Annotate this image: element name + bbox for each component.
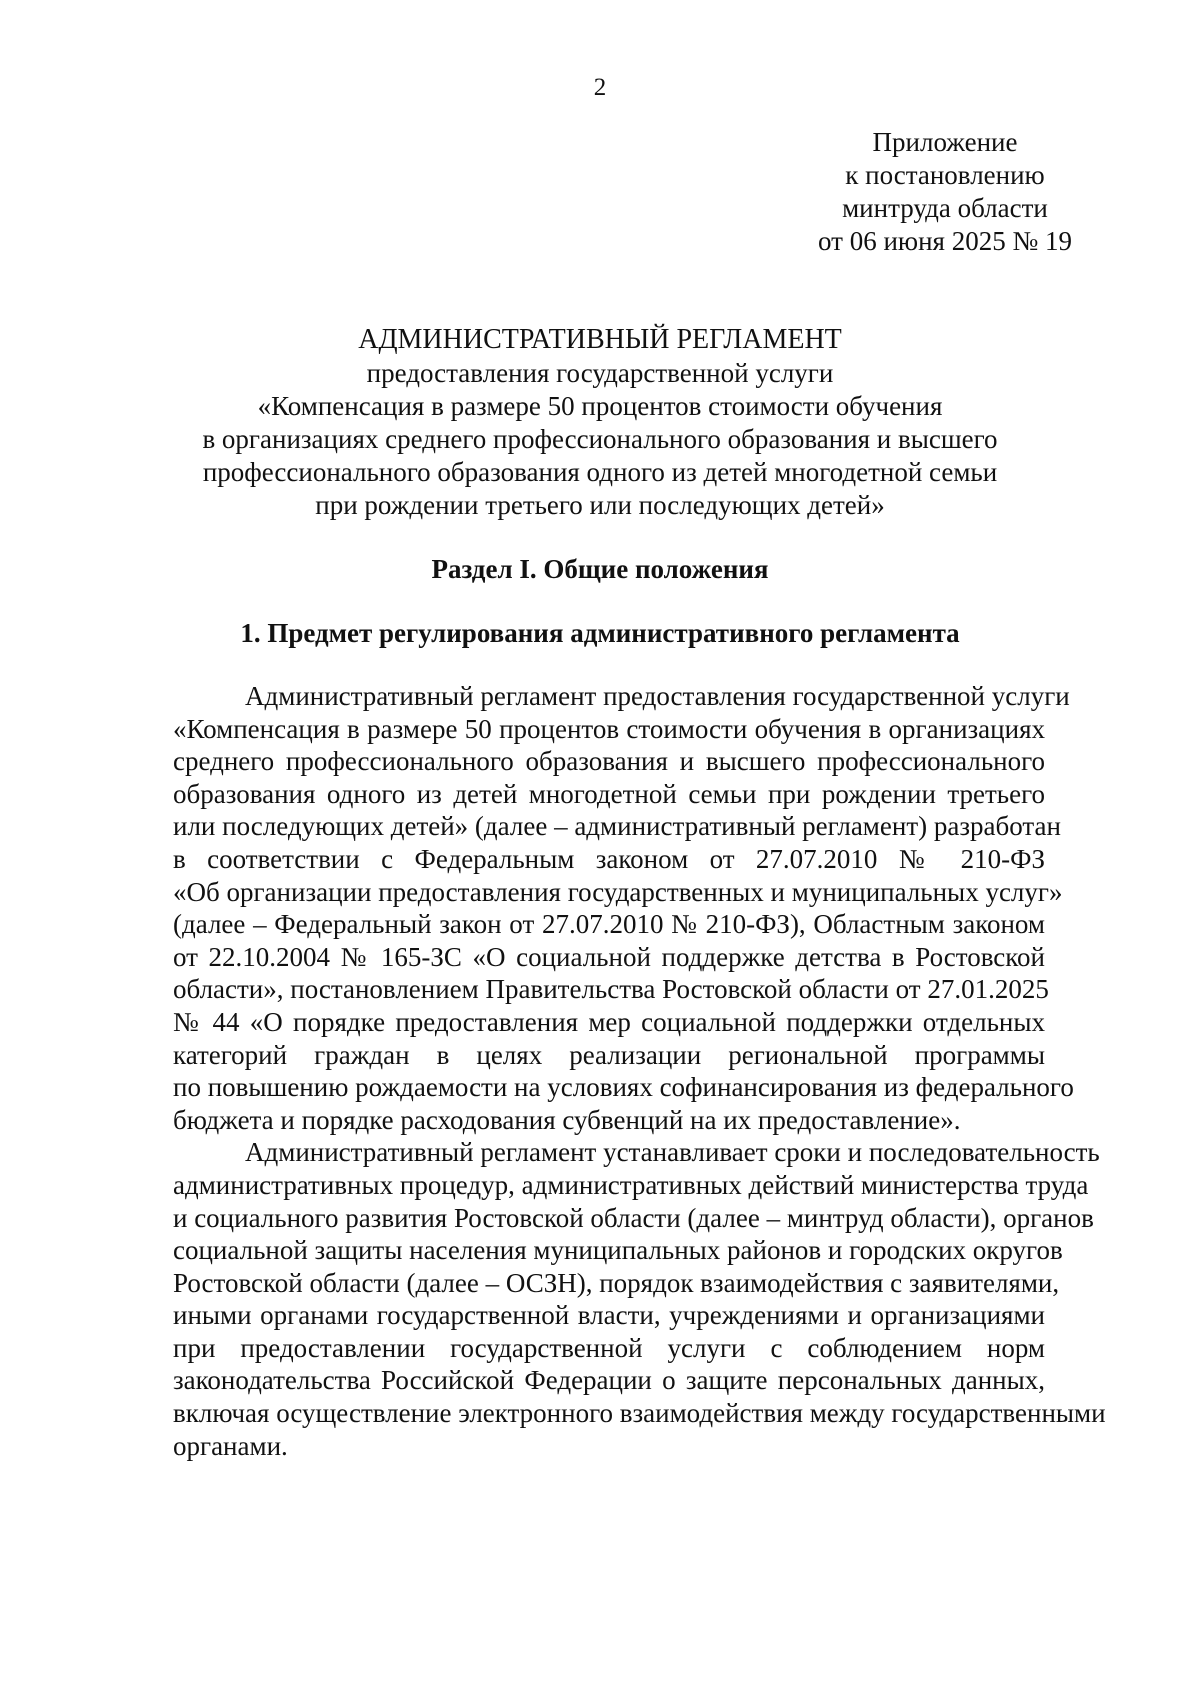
paragraph-line: органами.: [173, 1430, 288, 1461]
appendix-block: [780, 126, 1110, 258]
appendix-line: к постановлению: [845, 160, 1045, 190]
paragraph-line: № 44 «О порядке предоставления мер социальной поддержки отдельных: [173, 1006, 1045, 1037]
document-subtitle-line: предоставления государственной услуги: [366, 358, 834, 388]
paragraph-line: иными органами государственной власти, учреждениями и организациями: [173, 1300, 1045, 1331]
paragraph: [173, 680, 1074, 1136]
appendix-line: от 06 июня 2025 № 19: [818, 226, 1072, 256]
document-subtitle-line: при рождении третьего или последующих детей»: [315, 490, 885, 520]
paragraph-line: законодательства Российской Федерации о защите персональных данных,: [173, 1365, 1045, 1396]
document-title-block: [150, 323, 1050, 522]
paragraph-line: и социального развития Ростовской области (далее – минтруд области), органов: [173, 1202, 1094, 1233]
body-text: [173, 680, 1106, 1462]
paragraph-line: от 22.10.2004 № 165-ЗС «О социальной поддержке детства в Ростовской: [173, 941, 1045, 972]
section-heading: Раздел I. Общие положения: [431, 554, 769, 584]
document-subtitle-line: «Компенсация в размере 50 процентов стоимости обучения: [257, 391, 943, 421]
paragraph-line: в соответствии с Федеральным законом от 27.07.2010 № 210-ФЗ: [173, 843, 1045, 874]
paragraph-line: включая осуществление электронного взаимодействия между государственными: [173, 1398, 1106, 1429]
page-number: 2: [593, 74, 607, 101]
paragraph-line: по повышению рождаемости на условиях софинансирования из федерального: [173, 1072, 1074, 1103]
paragraph-line: образования одного из детей многодетной семьи при рождении третьего: [173, 778, 1045, 809]
paragraph-line: социальной защиты населения муниципальных районов и городских округов: [173, 1235, 1063, 1266]
paragraph-line: или последующих детей» (далее – административный регламент) разработан: [173, 811, 1061, 842]
paragraph-line: (далее – Федеральный закон от 27.07.2010 № 210-ФЗ), Областным законом: [173, 909, 1045, 940]
paragraph-line: Ростовской области (далее – ОСЗН), порядок взаимодействия с заявителями,: [173, 1267, 1060, 1298]
document-title: АДМИНИСТРАТИВНЫЙ РЕГЛАМЕНТ: [358, 324, 842, 355]
appendix-line: Приложение: [872, 127, 1018, 157]
paragraph-line: категорий граждан в целях реализации региональной программы: [173, 1039, 1045, 1070]
paragraph-line: области», постановлением Правительства Ростовской области от 27.01.2025: [173, 974, 1049, 1005]
document-subtitle-line: в организациях среднего профессионального образования и высшего: [202, 424, 998, 454]
document-subtitle-line: профессионального образования одного из детей многодетной семьи: [202, 457, 998, 487]
paragraph-line: Административный регламент устанавливает сроки и последовательность: [245, 1137, 1100, 1168]
appendix-line: минтруда области: [842, 193, 1048, 223]
paragraph-line: «Компенсация в размере 50 процентов стоимости обучения в организациях: [173, 713, 1045, 744]
paragraph: [173, 1136, 1106, 1462]
paragraph-line: Административный регламент предоставления государственной услуги: [245, 681, 1070, 711]
subsection-heading: 1. Предмет регулирования административного регламента: [240, 618, 960, 648]
paragraph-line: административных процедур, административных действий министерства труда: [173, 1169, 1089, 1200]
paragraph-line: при предоставлении государственной услуги с соблюдением норм: [173, 1332, 1045, 1363]
paragraph-line: «Об организации предоставления государственных и муниципальных услуг»: [173, 876, 1063, 907]
paragraph-line: бюджета и порядке расходования субвенций на их предоставление».: [173, 1104, 961, 1135]
paragraph-line: среднего профессионального образования и высшего профессионального: [173, 746, 1045, 777]
